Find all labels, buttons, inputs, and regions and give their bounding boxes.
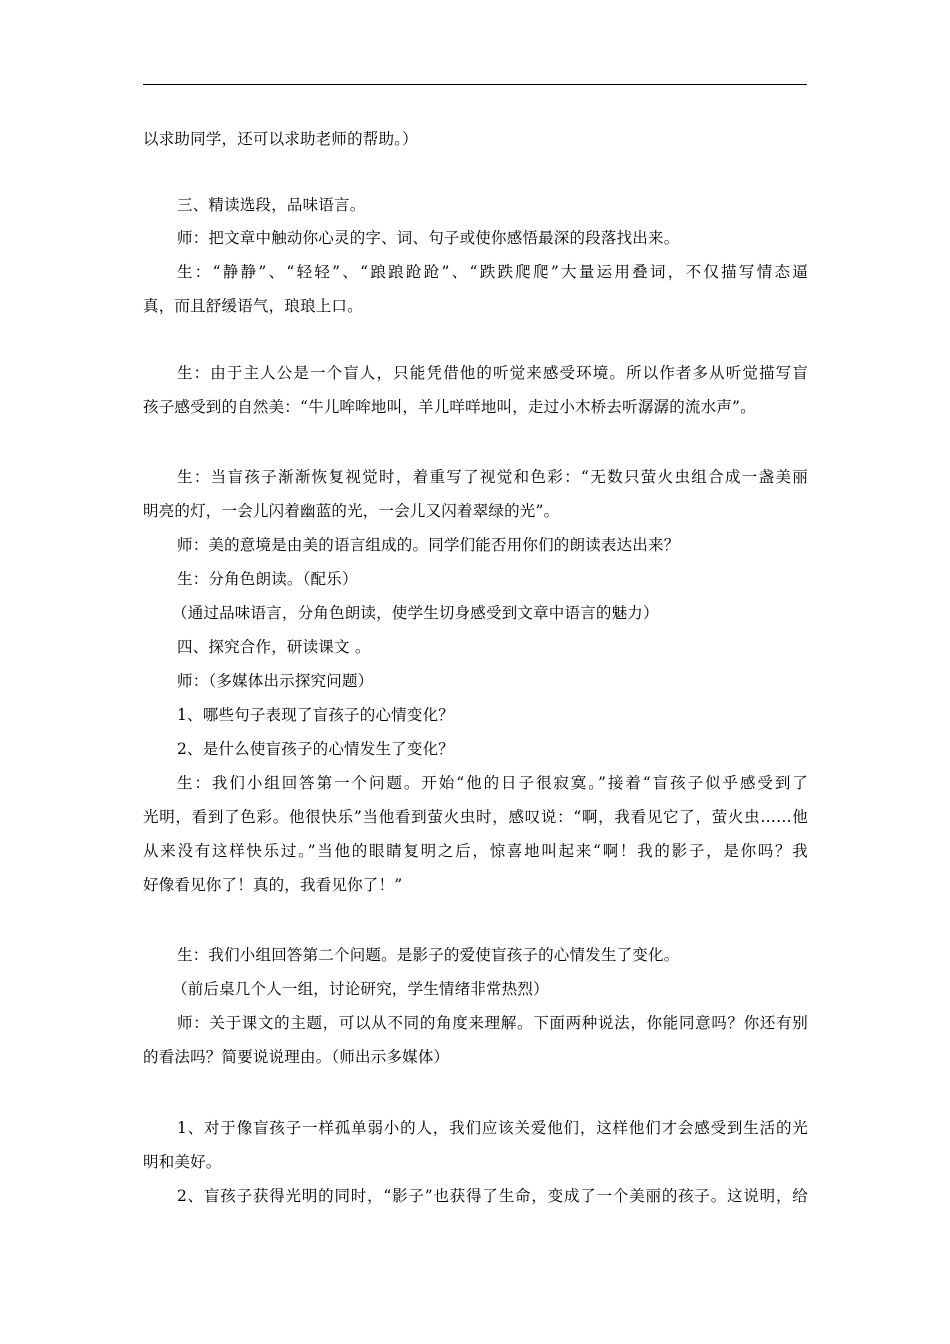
text-line: 生：“静静”、“轻轻”、“踉踉跄跄”、“跌跌爬爬”大量运用叠词，不仅描写情态逼 [177,263,808,281]
text-line: 光明，看到了色彩。他很快乐”当他看到萤火虫时，感叹说：“啊，我看见它了，萤火虫……他 [143,808,808,826]
text-line: 生：当盲孩子渐渐恢复视觉时，着重写了视觉和色彩：“无数只萤火虫组合成一盏美丽 [177,468,808,486]
text-line: 生：由于主人公是一个盲人，只能凭借他的听觉来感受环境。所以作者多从听觉描写盲 [177,364,808,382]
text-line: 生：我们小组回答第一个问题。开始“他的日子很寂寞。”接着“盲孩子似乎感受到了 [177,774,808,792]
text-line: （前后桌几个人一组，讨论研究，学生情绪非常热烈） [172,980,549,998]
list-item: 2、盲孩子获得光明的同时，“影子”也获得了生命，变成了一个美丽的孩子。这说明，给 [177,1187,808,1205]
section-heading: 三、精读选段，品味语言。 [177,196,366,214]
text-line: 生：分角色朗读。（配乐） [177,570,358,588]
text-line: 好像看见你了！真的，我看见你了！” [143,876,403,894]
text-line: 真，而且舒缓语气，琅琅上口。 [143,297,363,315]
section-heading: 四、探究合作，研读课文 。 [177,638,371,656]
text-line: 生：我们小组回答第二个问题。是影子的爱使盲孩子的心情发生了变化。 [177,946,680,964]
text-line: 师：（多媒体出示探究问题） [177,672,374,690]
text-line: 孩子感受到的自然美：“牛儿哞哞地叫，羊儿咩咩地叫，走过小木桥去听潺潺的流水声”。 [143,398,756,416]
text-line: 师：美的意境是由美的语言组成的。同学们能否用你们的朗读表达出来？ [177,536,680,554]
text-line: 明亮的灯，一会儿闪着幽蓝的光，一会儿又闪着翠绿的光”。 [143,502,560,520]
text-line: 师：关于课文的主题，可以从不同的角度来理解。下面两种说法，你能同意吗？你还有别 [177,1014,808,1032]
text-line: 从来没有这样快乐过。”当他的眼睛复明之后，惊喜地叫起来“啊！我的影子，是你吗？我 [143,842,808,860]
list-item: 2、是什么使盲孩子的心情发生了变化？ [177,740,454,758]
list-item: 1、哪些句子表现了盲孩子的心情变化？ [177,706,454,724]
header-rule [143,84,807,85]
text-line: 师：把文章中触动你心灵的字、词、句子或使你感悟最深的段落找出来。 [177,229,680,247]
list-item: 1、对于像盲孩子一样孤单弱小的人，我们应该关爱他们，这样他们才会感受到生活的光 [177,1119,808,1137]
text-line: （通过品味语言，分角色朗读，使学生切身感受到文章中语言的魅力） [172,604,659,622]
text-line: 的看法吗？简要说说理由。（师出示多媒体） [143,1048,450,1066]
text-line: 以求助同学，还可以求助老师的帮助。） [143,130,418,148]
text-line: 明和美好。 [143,1153,222,1171]
